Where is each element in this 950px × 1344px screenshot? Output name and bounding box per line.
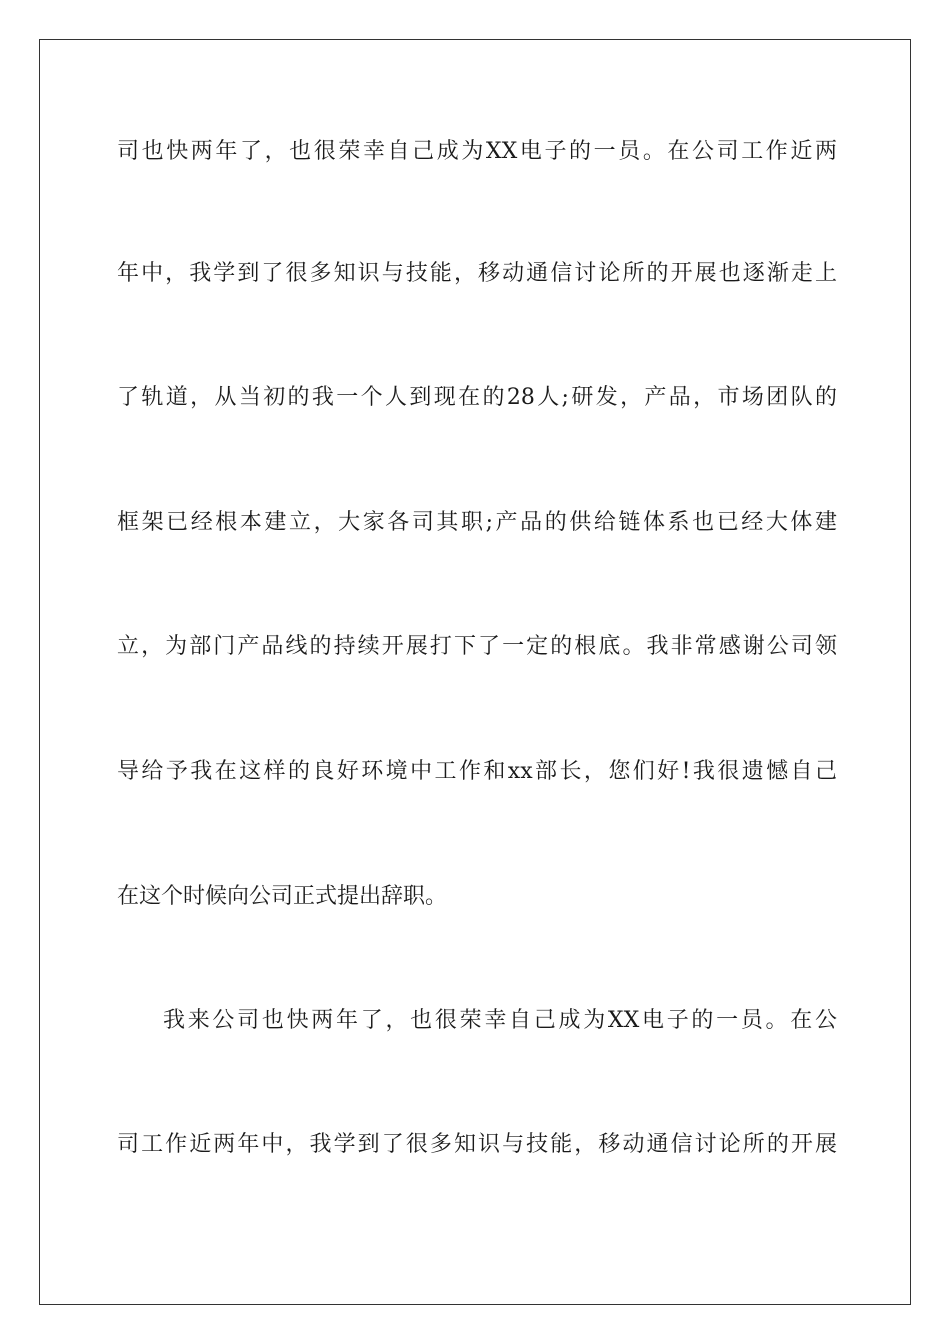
paragraph-line: 司也快两年了，也很荣幸自己成为XX电子的一员。在公司工作近两 bbox=[117, 139, 837, 164]
paragraph-line: 司工作近两年中，我学到了很多知识与技能，移动通信讨论所的开展 bbox=[117, 1132, 837, 1157]
paragraph-line: 我来公司也快两年了，也很荣幸自己成为XX电子的一员。在公 bbox=[163, 1008, 837, 1033]
paragraph-line: 框架已经根本建立，大家各司其职;产品的供给链体系也已经大体建 bbox=[117, 510, 837, 535]
paragraph-line: 导给予我在这样的良好环境中工作和xx部长，您们好!我很遗憾自己 bbox=[117, 759, 837, 784]
page-frame bbox=[39, 39, 911, 1305]
paragraph-line: 年中，我学到了很多知识与技能，移动通信讨论所的开展也逐渐走上 bbox=[117, 261, 837, 286]
paragraph-line: 了轨道，从当初的我一个人到现在的28人;研发，产品，市场团队的 bbox=[117, 385, 837, 410]
paragraph-line: 立，为部门产品线的持续开展打下了一定的根底。我非常感谢公司领 bbox=[117, 634, 837, 659]
paragraph-line: 在这个时候向公司正式提出辞职。 bbox=[117, 884, 448, 909]
